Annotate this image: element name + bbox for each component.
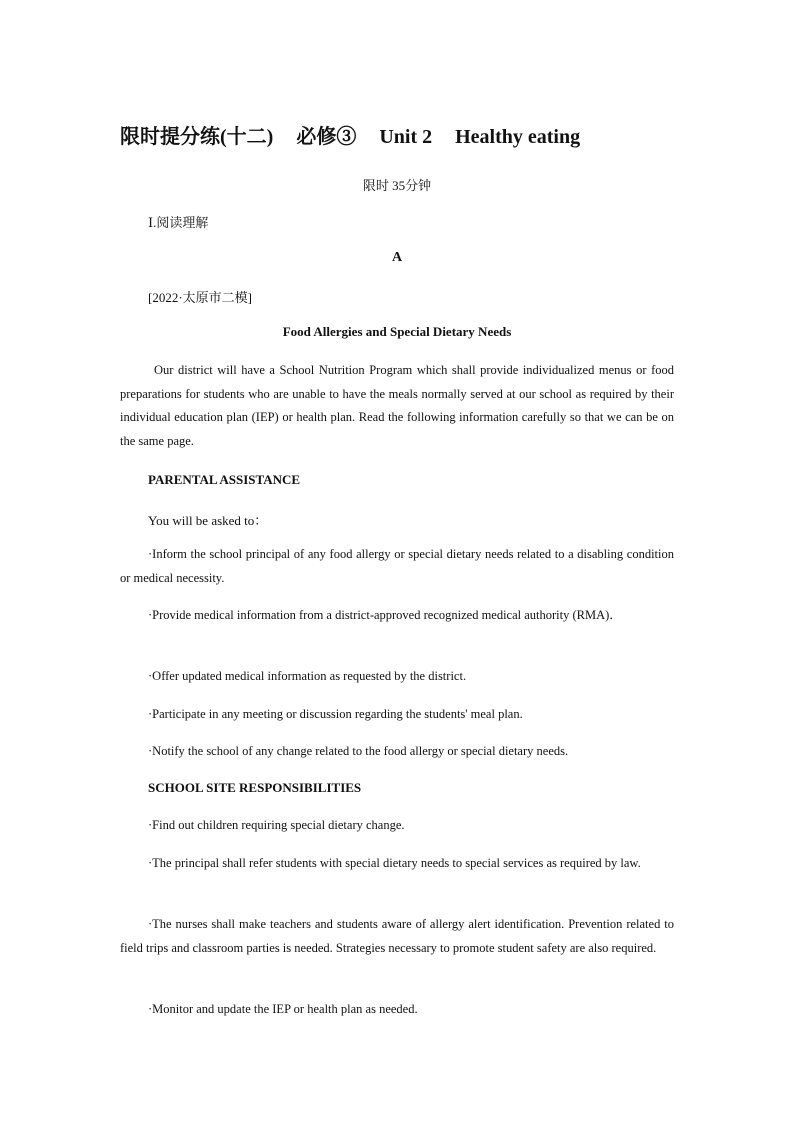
list-item: ·Provide medical information from a district-approved recognized medical authority (RMA)． <box>148 608 622 622</box>
list-item: ·Participate in any meeting or discussion regarding the students' meal plan. <box>148 707 523 721</box>
intro-paragraph: Our district will have a School Nutrition Program which shall provide individualized menus or food preparations for students who are unable to have the meals normally served at our school as required by their individual education plan (IEP) or health plan. Read the following information carefully so that we can be on the same page. <box>120 363 674 448</box>
list-item: ·Find out children requiring special dietary change. <box>148 818 405 832</box>
title-part-book: 必修③ <box>296 126 357 148</box>
list-item: ·Monitor and update the IEP or health plan as needed. <box>148 1002 418 1016</box>
page-title <box>120 120 598 149</box>
list-item: ·The principal shall refer students with special dietary needs to special services as required by law. <box>148 856 641 870</box>
passage-letter: A <box>391 250 403 265</box>
list-item: ·Notify the school of any change related to the food allergy or special dietary needs. <box>148 744 569 758</box>
article-title: Food Allergies and Special Dietary Needs <box>282 324 512 339</box>
title-part-topic: Healthy eating <box>455 126 581 148</box>
title-part-exercise: 限时提分练(十二) <box>120 126 274 148</box>
school-heading: SCHOOL SITE RESPONSIBILITIES <box>148 780 362 795</box>
parental-lead: You will be asked to： <box>148 513 268 528</box>
list-item: ·Inform the school principal of any food allergy or special dietary needs related to a disabling condition or medical necessity. <box>120 547 674 585</box>
title-part-unit: Unit 2 <box>379 126 433 148</box>
time-limit: 限时 35分钟 <box>362 178 432 193</box>
passage-source: [2022·太原市二模] <box>148 290 252 305</box>
list-item: ·The nurses shall make teachers and students aware of allergy alert identification. Prevention related to field trips and classroom parties is needed. Strategies necessary to promote student safety are also required. <box>120 917 674 955</box>
section-label: Ⅰ.阅读理解 <box>148 215 209 230</box>
list-item: ·Offer updated medical information as requested by the district. <box>148 669 467 683</box>
parental-heading: PARENTAL ASSISTANCE <box>148 472 301 487</box>
